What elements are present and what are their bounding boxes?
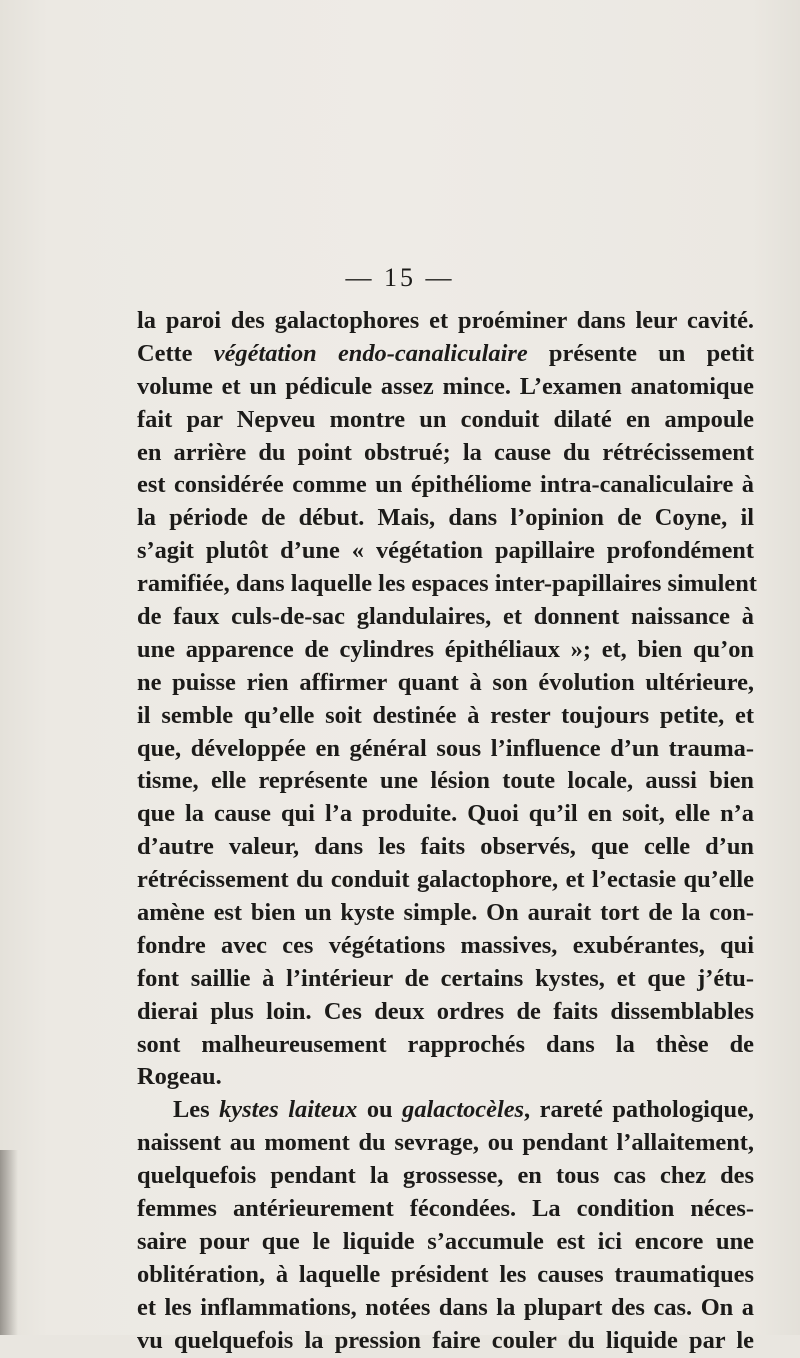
text-line: dierai plus loin. Ces deux ordres de faits dissemblables: [137, 997, 754, 1025]
text-line: ne puisse rien affirmer quant à son évolution ultérieure,: [137, 668, 754, 696]
text-line: la paroi des galactophores et proéminer dans leur cavité.: [137, 307, 754, 334]
text-line: quelquefois pendant la grossesse, en tous cas chez des: [137, 1162, 754, 1190]
text-line: Rogeau.: [137, 1063, 222, 1091]
text-line: s’agit plutôt d’une « végétation papillaire profondément: [137, 537, 754, 565]
text-line: ramifiée, dans laquelle les espaces inter-papillaires simulent: [137, 570, 757, 598]
text-run: Les: [173, 1096, 220, 1124]
text-run: ou: [357, 1096, 403, 1124]
text-line: sont malheureusement rapprochés dans la thèse de: [137, 1030, 754, 1058]
text-line: en arrière du point obstrué; la cause du rétrécissement: [137, 438, 754, 466]
text-line: rétrécissement du conduit galactophore, et l’ectasie qu’elle: [137, 866, 754, 894]
text-line: femmes antérieurement fécondées. La condition néces-: [137, 1195, 754, 1223]
text-line: est considérée comme un épithéliome intra-canaliculaire à: [137, 471, 754, 499]
text-line: fondre avec ces végétations massives, exubérantes, qui: [137, 931, 754, 959]
text-line: amène est bien un kyste simple. On aurait tort de la con-: [137, 899, 754, 927]
text-line: volume et un pédicule assez mince. L’examen anatomique: [137, 372, 754, 400]
page-edge-shadow: [0, 1150, 18, 1335]
text-line: vu quelquefois la pression faire couler du liquide par le: [137, 1326, 754, 1354]
text-line: de faux culs-de-sac glandulaires, et donnent naissance à: [137, 603, 754, 631]
text-line: [137, 338, 754, 371]
body-text: [137, 305, 757, 1358]
text-line: fait par Nepveu montre un conduit dilaté en ampoule: [137, 405, 754, 433]
text-run: présente un petit: [527, 339, 755, 367]
text-line: tisme, elle représente une lésion toute locale, aussi bien: [137, 767, 754, 795]
italic-term: kystes laiteux: [219, 1096, 358, 1124]
text-line: la période de début. Mais, dans l’opinion de Coyne, il: [137, 504, 754, 532]
text-line: il semble qu’elle soit destinée à rester toujours petite, et: [137, 701, 754, 729]
text-line: font saillie à l’intérieur de certains kystes, et que j’étu-: [137, 964, 754, 992]
text-line: d’autre valeur, dans les faits observés, que celle d’un: [137, 833, 754, 861]
text-line: et les inflammations, notées dans la plupart des cas. On a: [137, 1293, 754, 1321]
text-line: oblitération, à laquelle président les causes traumatiques: [137, 1260, 754, 1288]
text-line: [137, 1094, 754, 1127]
text-line: une apparence de cylindres épithéliaux »; et, bien qu’on: [137, 635, 754, 663]
italic-term: végétation endo-canaliculaire: [213, 339, 528, 367]
text-line: que, développée en général sous l’influence d’un trauma-: [137, 734, 754, 762]
text-line: saire pour que le liquide s’accumule est ici encore une: [137, 1227, 754, 1255]
text-run: , rareté pathologique,: [524, 1096, 754, 1124]
text-line: naissent au moment du sevrage, ou pendant l’allaitement,: [137, 1129, 754, 1157]
italic-term: galactocèles: [402, 1096, 525, 1124]
text-line: que la cause qui l’a produite. Quoi qu’il en soit, elle n’a: [137, 800, 754, 828]
text-run: Cette: [137, 339, 214, 367]
page-number: — 15 —: [345, 263, 455, 292]
